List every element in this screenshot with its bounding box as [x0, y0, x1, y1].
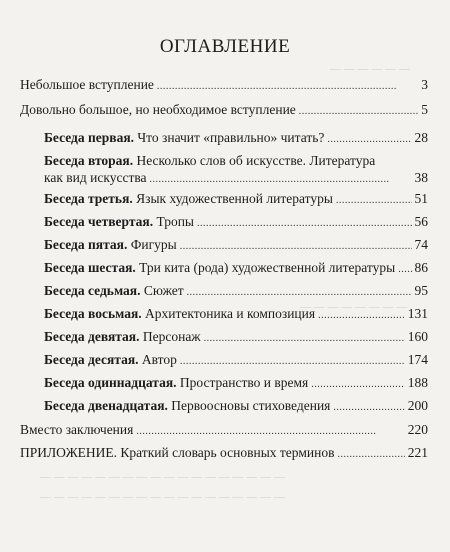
bleed-through-text: — — — — — — — — — — — — — — — — — —	[40, 471, 285, 483]
toc-entry-label: Сюжет	[143, 283, 184, 298]
toc-entry-heading: Беседа восьмая.	[44, 306, 142, 321]
toc-entry	[44, 397, 428, 416]
toc-entry	[44, 213, 428, 232]
toc-entry-label: Вместо заключения	[20, 422, 134, 437]
toc-leader-dots	[311, 374, 404, 393]
toc-entry-label: Небольшое вступление	[20, 77, 154, 92]
toc-entry-label: ПРИЛОЖЕНИЕ. Краткий словарь основных терминов	[20, 445, 335, 460]
toc-entry-label: Автор	[141, 352, 177, 367]
toc-entry	[44, 351, 428, 370]
toc-entry-heading: Беседа двенадцатая.	[44, 398, 168, 413]
bleed-through-text: — — — — — —	[330, 63, 410, 75]
toc-leader-dots	[333, 397, 404, 416]
toc-leader-dots	[336, 190, 412, 209]
toc-entry-label-continued: как вид искусства	[44, 170, 147, 185]
toc-leader-dots	[318, 305, 405, 324]
toc-entry-page: 220	[407, 422, 428, 437]
toc-leader-dots	[299, 101, 418, 120]
toc-entry-label: Тропы	[156, 214, 194, 229]
toc-entry-page: 86	[414, 260, 428, 275]
toc-leader-dots	[187, 282, 412, 301]
toc-entry	[44, 190, 428, 209]
toc-entry-heading: Беседа одиннадцатая.	[44, 375, 177, 390]
toc-entry-page: 5	[421, 102, 428, 117]
toc-entry-page: 38	[414, 170, 428, 185]
toc-entry-label: Три кита (рода) художественной литературы	[139, 260, 396, 275]
toc-entry	[44, 152, 428, 188]
toc-entry-page: 221	[407, 445, 428, 460]
toc-entry-heading: Беседа девятая.	[44, 329, 140, 344]
toc-leader-dots	[150, 169, 412, 188]
toc-leader-dots	[197, 213, 412, 232]
toc-entry	[20, 421, 428, 440]
toc-entry-heading: Беседа шестая.	[44, 260, 136, 275]
toc-entry-page: 188	[407, 375, 428, 390]
toc-entry-heading: Беседа вторая.	[44, 153, 134, 168]
toc-entry	[44, 305, 428, 324]
toc-leader-dots	[327, 129, 411, 148]
toc-entry-label: Архитектоника и композиция	[145, 306, 316, 321]
toc-entry-page: 56	[414, 214, 428, 229]
toc-entry-page: 131	[407, 306, 428, 321]
toc-leader-dots	[180, 351, 405, 370]
toc-entry-label: Персонаж	[142, 329, 201, 344]
toc-leader-dots	[157, 76, 418, 95]
toc-entry-page: 95	[414, 283, 428, 298]
toc-entry-heading: Беседа седьмая.	[44, 283, 141, 298]
toc-entry	[44, 328, 428, 347]
page-title: ОГЛАВЛЕНИЕ	[159, 36, 291, 57]
toc-entry-heading: Беседа третья.	[44, 191, 133, 206]
toc-entry-page: 174	[407, 352, 428, 367]
toc-entry-page: 74	[414, 237, 428, 252]
toc-leader-dots	[180, 236, 412, 255]
toc-leader-dots	[136, 421, 404, 440]
toc-entry-heading: Беседа десятая.	[44, 352, 139, 367]
toc-entry-label: Язык художественной литературы	[136, 191, 333, 206]
toc-leader-dots	[337, 444, 404, 463]
toc-leader-dots	[398, 259, 411, 278]
toc-entry	[44, 259, 428, 278]
toc-entry	[20, 76, 428, 95]
toc-entry	[44, 282, 428, 301]
toc-entry-heading: Беседа первая.	[44, 130, 135, 145]
toc-entry-label: Пространство и время	[179, 375, 309, 390]
toc-entry-label: Несколько слов об искусстве. Литература	[136, 153, 376, 168]
toc-entry	[44, 236, 428, 255]
toc-entry-label: Первоосновы стиховедения	[171, 398, 331, 413]
toc-entry-page: 160	[407, 329, 428, 344]
bleed-through-text: — — — — — — — —	[300, 301, 408, 313]
toc-entry-label: Фигуры	[130, 237, 177, 252]
toc-entry	[44, 374, 428, 393]
toc-entry-label: Что значит «правильно» читать?	[137, 130, 325, 145]
toc-leader-dots	[204, 328, 405, 347]
toc-entry-heading: Беседа четвертая.	[44, 214, 154, 229]
toc-entry-label: Довольно большое, но необходимое вступление	[20, 102, 296, 117]
toc-entry-page: 200	[407, 398, 428, 413]
toc-entry-page: 28	[414, 130, 428, 145]
toc-entry-page: 3	[421, 77, 428, 92]
toc-entry-page: 51	[414, 191, 428, 206]
bleed-through-text: — — — — — — — — — — — — — — — — — —	[40, 491, 285, 503]
toc-entry	[20, 444, 428, 463]
toc-entry-heading: Беседа пятая.	[44, 237, 128, 252]
toc-entry	[44, 129, 428, 148]
toc-entry	[20, 101, 428, 120]
